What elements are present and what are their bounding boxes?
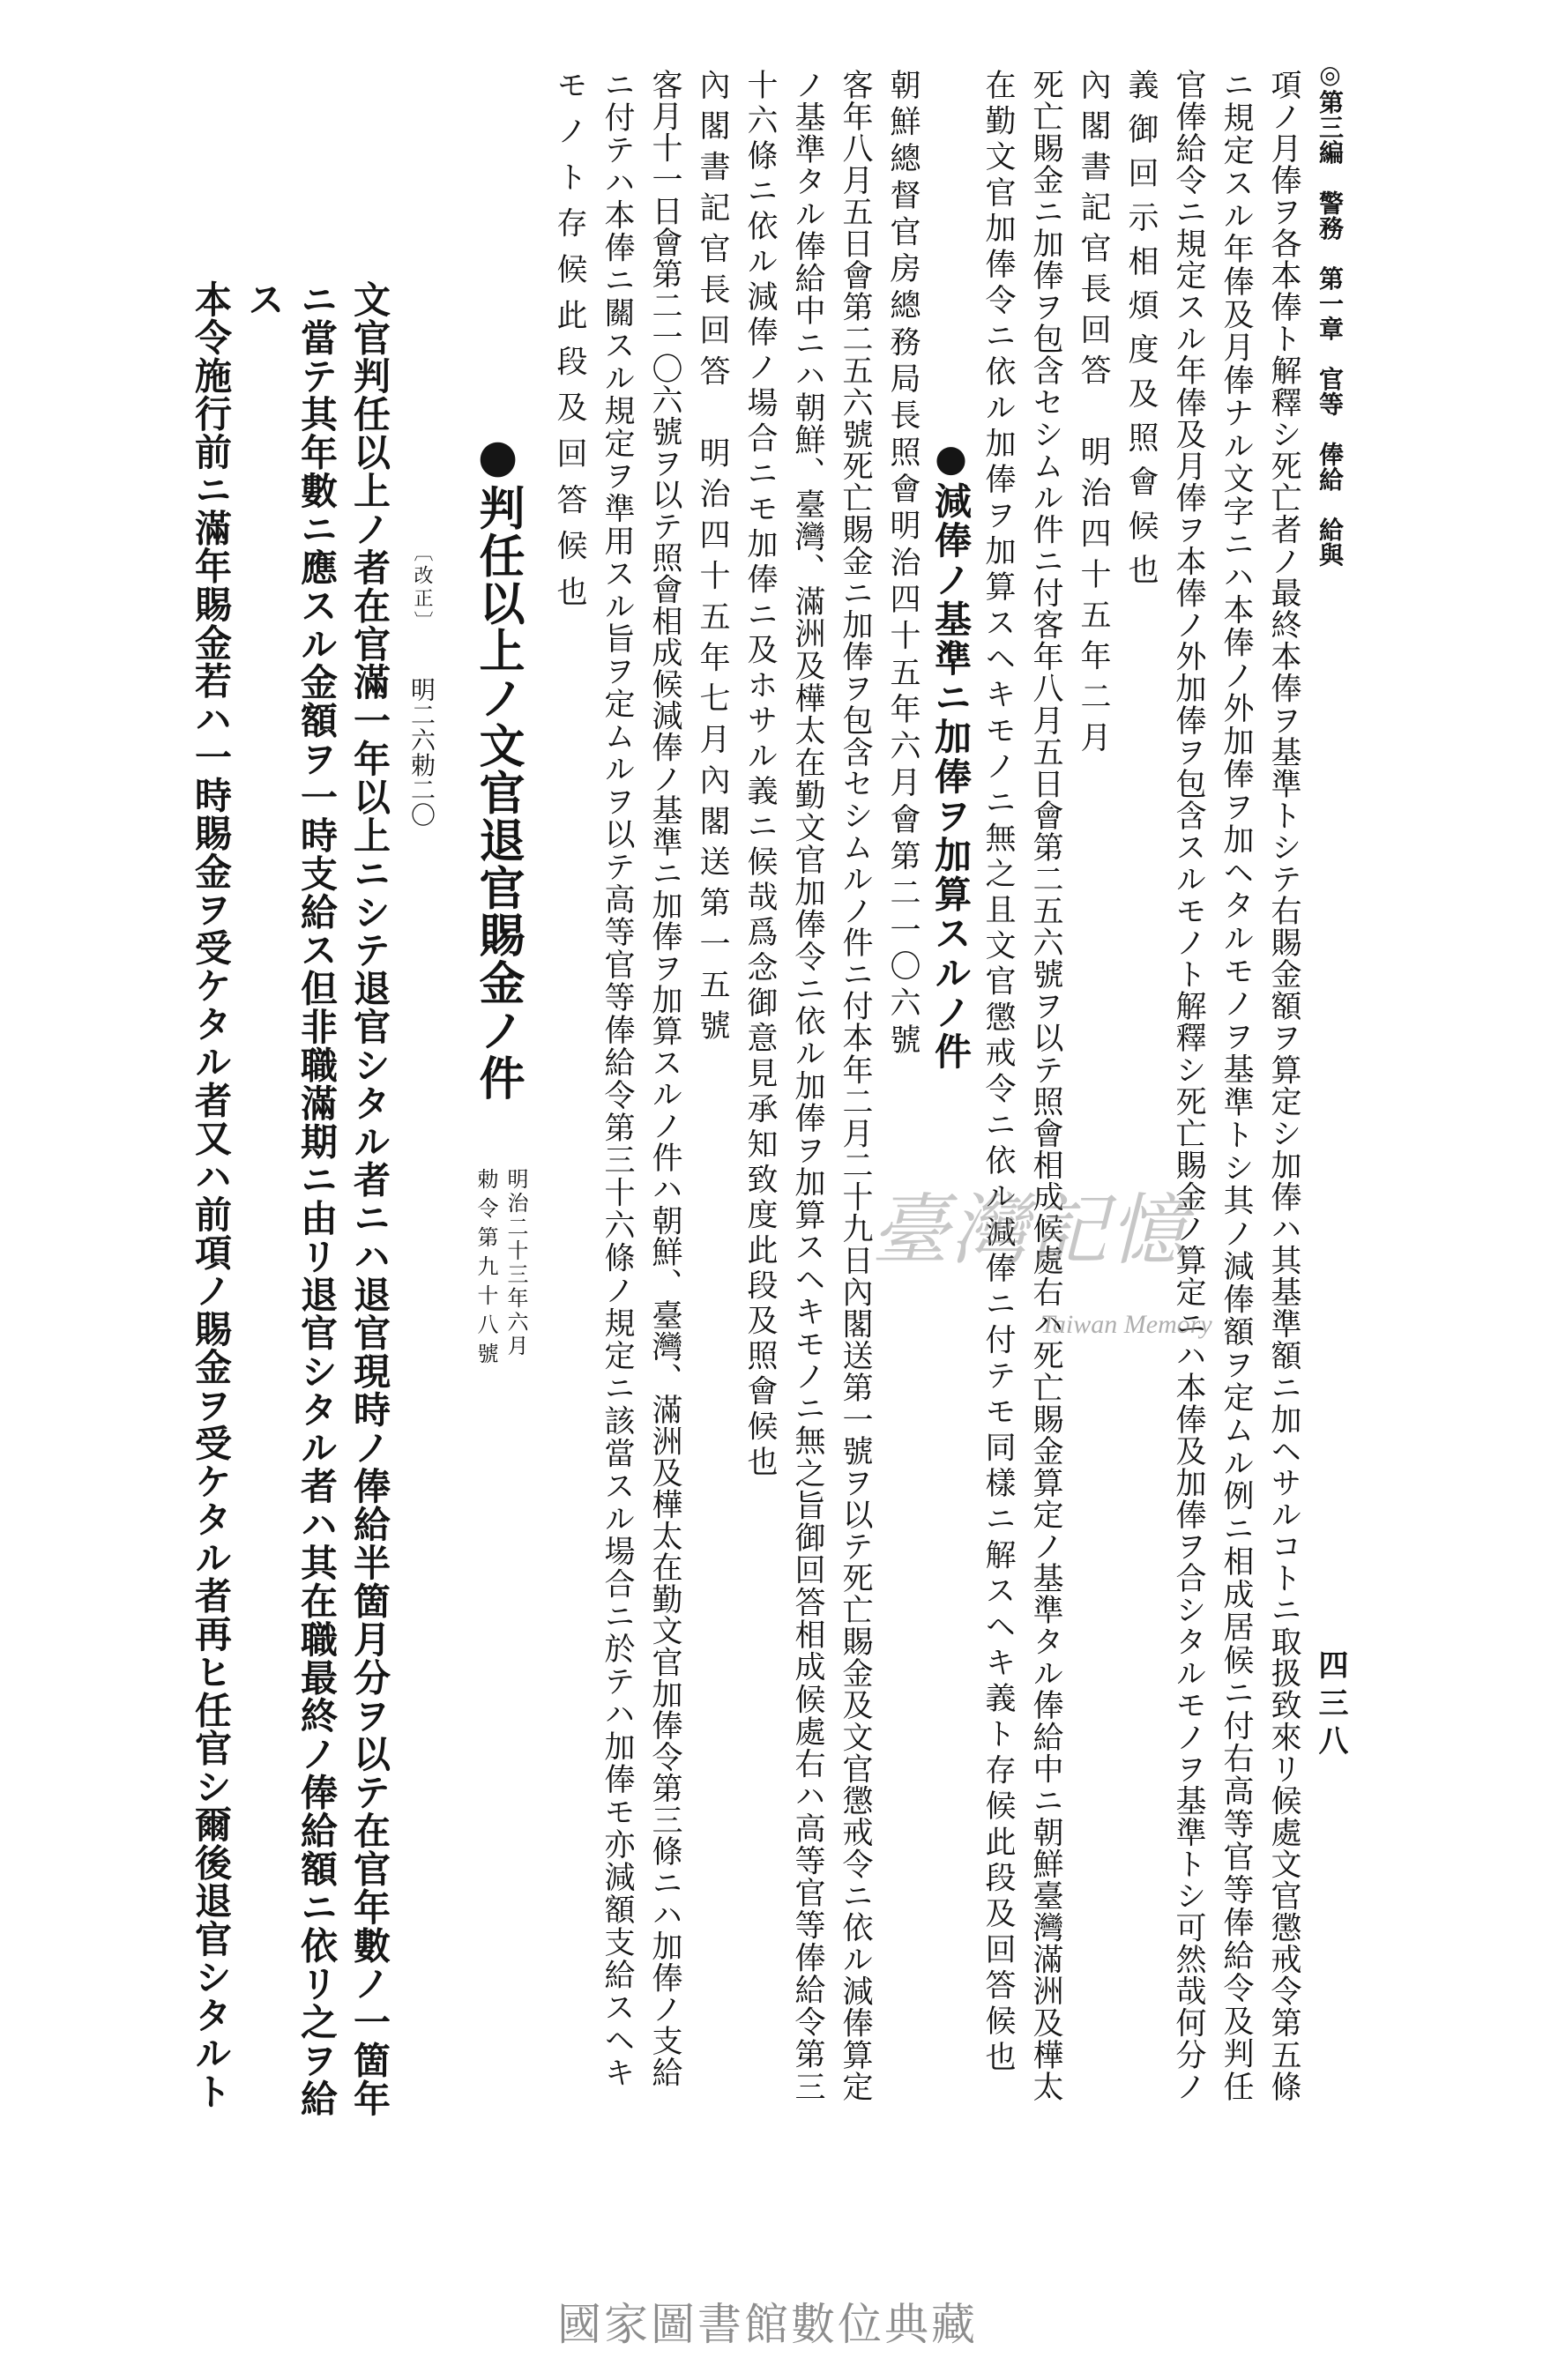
- reply-text-line: モノト存候此段及回答候也: [552, 69, 587, 606]
- reply-text-line: 死亡賜金ニ加俸ヲ包含セシムル件ニ付客年八月五日會第二五六號ヲ以テ照會相成候處右ハ死亡賜金算定ノ基準タル俸給中ニ朝鮮臺灣滿洲及樺太: [1028, 69, 1063, 2101]
- article-text-line: 文官判任以上ノ者在官滿一年以上ニシテ退官シタル者ニハ退官現時ノ俸給半箇月分ヲ以テ在官年數ノ一箇年: [348, 280, 391, 2116]
- article-text-line: ニ當テ其年數ニ應スル金額ヲ一時支給ス但非職滿期ニ由リ退官シタル者ハ其在職最終ノ俸給額ニ依リ之ヲ給: [295, 280, 339, 2116]
- ordinance-number: 勅令第九十八號: [473, 1168, 498, 1364]
- library-footer-watermark: 國家圖書館數位典藏: [557, 2299, 978, 2350]
- inquiry-text-line: 官俸給令ニ規定スル年俸及月俸ヲ本俸ノ外加俸ヲ包含スルモノト解釋シ死亡賜金ノ算定ニハ本俸及加俸ヲ合シタルモノヲ基準トシ可然哉何分ノ: [1171, 69, 1206, 2101]
- inquiry-text-line: ノ基準タル俸給中ニハ朝鮮、臺灣、滿洲及樺太在勤文官加俸令ニ依ル加俸ヲ加算スヘキモノニ無之旨御回答相成候處右ハ高等官等俸給令第三: [790, 69, 825, 2101]
- article-text-line: ス: [242, 280, 286, 317]
- amendment-label: 〔改正〕: [411, 542, 433, 630]
- inquiry-text-line: 十六條ニ依ル減俸ノ場合ニモ加俸ニ及ホサル義ニ候哉爲念御意見承知致度此段及照會候也: [742, 69, 778, 1476]
- section-heading: ●減俸ノ基準ニ加俸ヲ加算スルノ件: [929, 436, 973, 1069]
- amendment-reference: 明二六勅二〇: [407, 677, 436, 827]
- taiwan-memory-watermark-latin: Taiwan Memory: [1040, 1310, 1212, 1339]
- inquiry-text-line: 客年八月五日會第二五六號死亡賜金ニ加俸ヲ包含セシムルノ件ニ付本年二月二十九日內閣送第一號ヲ以テ死亡賜金及文官懲戒令ニ依ル減俸算定: [838, 69, 873, 2101]
- running-head: ◎第三編 警務 第一章 官等 俸給 給與: [1316, 60, 1345, 567]
- section-heading: ●判任以上ノ文官退官賜金ノ件: [471, 429, 525, 1100]
- inquiry-text-line: 義御回示相煩度及照會候也: [1123, 69, 1159, 584]
- taiwan-memory-watermark: 臺灣記憶: [871, 1185, 1189, 1276]
- reply-header: 內閣書記官長回答 明治四十五年二月: [1076, 69, 1111, 752]
- inquiry-text-line: 項ノ月俸ヲ各本俸ト解釋シ死亡者ノ最終本俸ヲ基準トシテ右賜金額ヲ算定シ加俸ハ其基準額ニ加ヘサルコトニ取扱致來リ候處文官懲戒令第五條: [1266, 69, 1301, 2101]
- reply-text-line: 客月十一日會第二一〇六號ヲ以テ照會相成候減俸ノ基準ニ加俸ヲ加算スルノ件ハ朝鮮、臺灣、滿洲及樺太在勤文官加俸令第三條ニハ加俸ノ支給: [647, 69, 682, 2087]
- reply-text-line: ニ付テハ本俸ニ關スル規定ヲ準用スル旨ヲ定ムルヲ以テ高等官等俸給令第三十六條ノ規定ニ該當スル場合ニ於テハ加俸モ亦減額支給スヘキ: [600, 69, 635, 2087]
- inquiry-header: 朝鮮總督官房總務局長照會明治四十五年六月會第二一〇六號: [885, 69, 921, 1054]
- article-text-line: 本令施行前ニ滿年賜金若ハ一時賜金ヲ受ケタル者又ハ前項ノ賜金ヲ受ケタル者再ヒ任官シ爾後退官シタルト: [190, 280, 233, 2109]
- reply-header: 內閣書記官長回答 明治四十五年七月內閣送第一五號: [695, 69, 730, 1040]
- reply-text-line: 在勤文官加俸令ニ依ル加俸ヲ加算スヘキモノニ無之且文官懲戒令ニ依ル減俸ニ付テモ同樣ニ解スヘキ義ト存候此段及回答候也: [980, 69, 1016, 2071]
- inquiry-text-line: ニ規定スル年俸及月俸ナル文字ニハ本俸ノ外加俸ヲ加ヘタルモノヲ基準トシ其ノ減俸額ヲ定ムル例ニ相成居候ニ付右高等官等俸給令及判任: [1219, 69, 1254, 2101]
- ordinance-date: 明治二十三年六月: [503, 1168, 528, 1356]
- page-number: 四三八: [1313, 1649, 1348, 1755]
